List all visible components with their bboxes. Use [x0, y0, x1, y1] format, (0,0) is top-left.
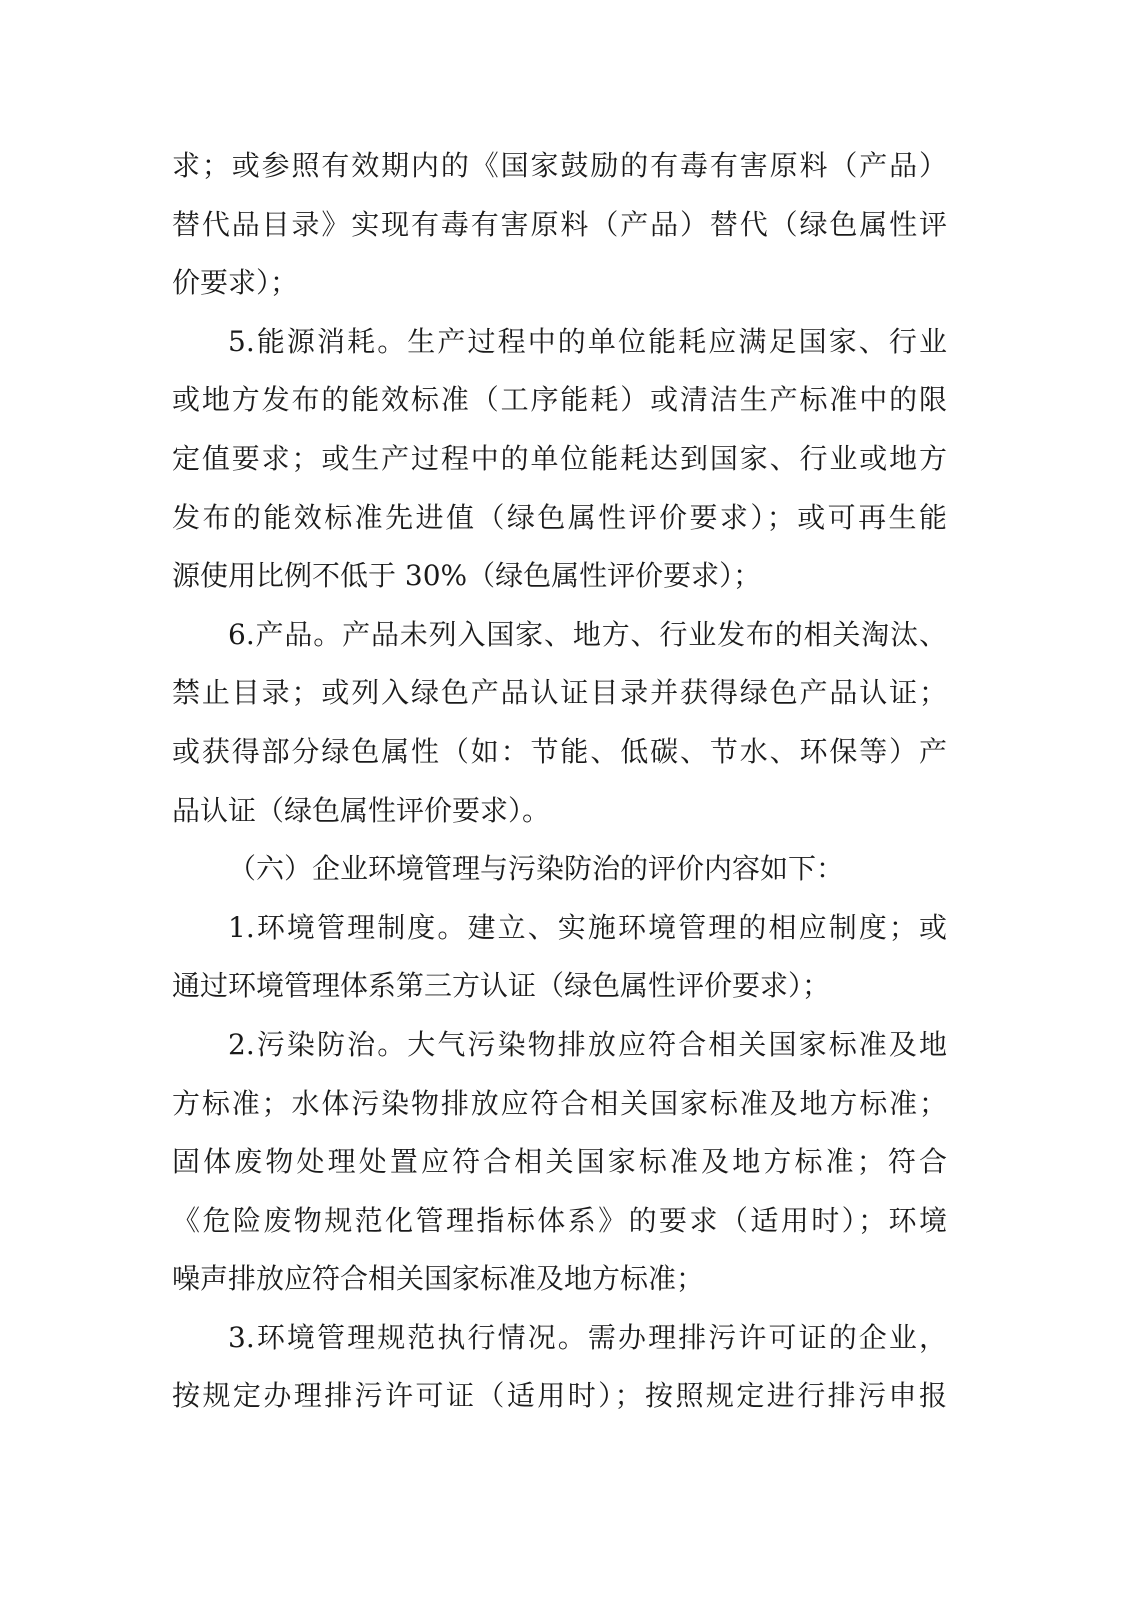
text-line: 3.环境管理规范执行情况。需办理排污许可证的企业， [228, 1320, 947, 1354]
text-line: 品认证（绿色属性评价要求）。 [172, 793, 551, 827]
text-line: 方标准；水体污染物排放应符合相关国家标准及地方标准； [172, 1086, 947, 1120]
text-line: 替代品目录》实现有毒有害原料（产品）替代（绿色属性评 [172, 207, 947, 241]
text-line: 源使用比例不低于 30%（绿色属性评价要求）； [172, 559, 762, 593]
section-heading-six [172, 840, 947, 899]
text-line: 价要求）； [172, 266, 299, 300]
text-line: 或地方发布的能效标准（工序能耗）或清洁生产标准中的限 [172, 383, 947, 417]
text-line: 通过环境管理体系第三方认证（绿色属性评价要求）； [172, 969, 831, 1003]
paragraph-env-management-system [172, 899, 947, 1016]
paragraph-energy-consumption [172, 313, 947, 606]
text-line: 固体废物处理处置应符合相关国家标准及地方标准；符合 [172, 1145, 947, 1179]
paragraph-continued [172, 137, 947, 313]
text-line: 求；或参照有效期内的《国家鼓励的有毒有害原料（产品） [172, 149, 947, 182]
paragraph-product [172, 606, 947, 840]
document-page [172, 137, 947, 1426]
section-title: （六）企业环境管理与污染防治的评价内容如下： [228, 852, 845, 886]
text-line: 按规定办理排污许可证（适用时）；按照规定进行排污申报 [172, 1379, 947, 1413]
text-line: 《危险废物规范化管理指标体系》的要求（适用时）；环境 [172, 1203, 947, 1237]
text-line: 5.能源消耗。生产过程中的单位能耗应满足国家、行业 [228, 324, 947, 358]
paragraph-pollution-prevention [172, 1016, 947, 1309]
text-line: 发布的能效标准先进值（绿色属性评价要求）；或可再生能 [172, 500, 947, 534]
text-line: 噪声排放应符合相关国家标准及地方标准； [172, 1262, 705, 1296]
paragraph-permit-compliance [172, 1309, 947, 1426]
text-line: 6.产品。产品未列入国家、地方、行业发布的相关淘汰、 [228, 617, 947, 651]
text-line: 定值要求；或生产过程中的单位能耗达到国家、行业或地方 [172, 441, 947, 475]
text-line: 2.污染防治。大气污染物排放应符合相关国家标准及地 [228, 1027, 947, 1061]
text-line: 禁止目录；或列入绿色产品认证目录并获得绿色产品认证； [172, 676, 947, 710]
text-line: 或获得部分绿色属性（如：节能、低碳、节水、环保等）产 [172, 734, 947, 768]
text-line: 1.环境管理制度。建立、实施环境管理的相应制度；或 [228, 910, 947, 944]
